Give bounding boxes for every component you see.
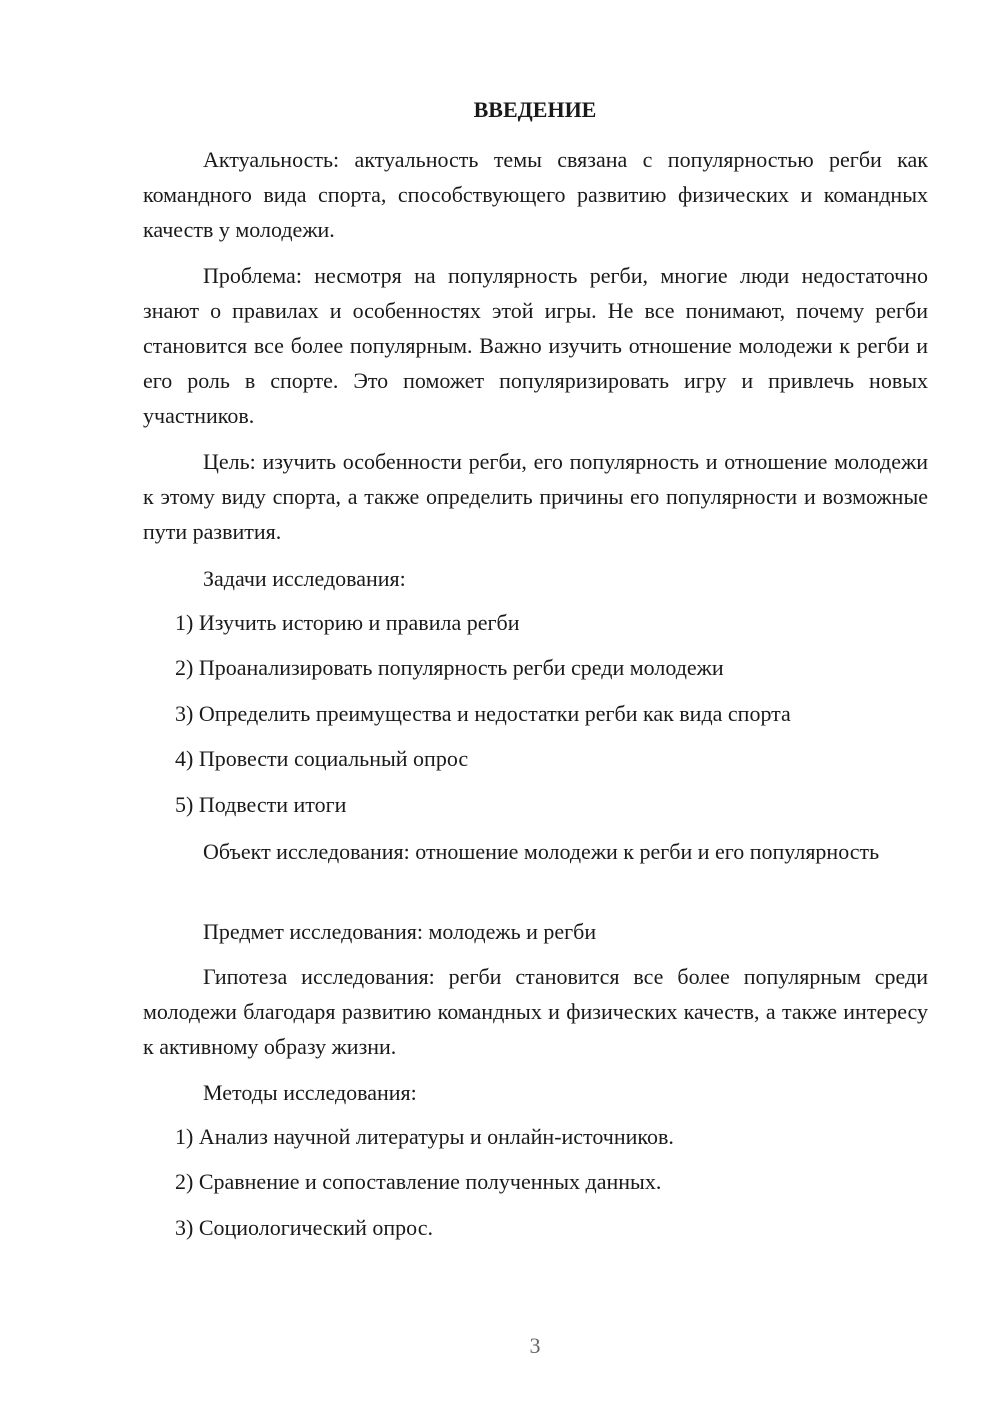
tasks-heading: Задачи исследования: bbox=[203, 566, 406, 591]
task-item-1: 1) Изучить историю и правила регби bbox=[175, 610, 520, 635]
method-item-2: 2) Сравнение и сопоставление полученных данных. bbox=[175, 1169, 662, 1194]
task-item-3: 3) Определить преимущества и недостатки регби как вида спорта bbox=[175, 701, 791, 726]
methods-heading: Методы исследования: bbox=[203, 1080, 417, 1105]
task-item-5: 5) Подвести итоги bbox=[175, 792, 347, 817]
paragraph-object: Объект исследования: отношение молодежи к регби и его популярность bbox=[203, 839, 880, 864]
task-item-4: 4) Провести социальный опрос bbox=[175, 746, 469, 771]
paragraph-subject: Предмет исследования: молодежь и регби bbox=[203, 919, 597, 944]
method-item-1: 1) Анализ научной литературы и онлайн-источников. bbox=[175, 1124, 674, 1149]
task-item-2: 2) Проанализировать популярность регби среди молодежи bbox=[175, 655, 724, 680]
paragraph-relevance: Актуальность: актуальность темы связана с популярностью регби как командного вида спорта, способствующего развитию физических и командных качеств у молодежи. bbox=[143, 147, 928, 242]
paragraph-goal: Цель: изучить особенности регби, его популярность и отношение молодежи к этому виду спорта, а также определить причины его популярности и возможные пути развития. bbox=[143, 449, 928, 544]
page-number: 3 bbox=[529, 1333, 541, 1358]
paragraph-hypothesis: Гипотеза исследования: регби становится все более популярным среди молодежи благодаря развитию командных и физических качеств, а также интересу к активному образу жизни. bbox=[143, 964, 928, 1059]
method-item-3: 3) Социологический опрос. bbox=[175, 1215, 433, 1240]
page-title: ВВЕДЕНИЕ bbox=[473, 97, 597, 122]
paragraph-problem: Проблема: несмотря на популярность регби, многие люди недостаточно знают о правилах и особенностях этой игры. Не все понимают, почему регби становится все более популярным. Важно изучить отношение молодежи к регби и его роль в спорте. Это поможет популяризировать игру и привлечь новых участников. bbox=[143, 263, 928, 428]
